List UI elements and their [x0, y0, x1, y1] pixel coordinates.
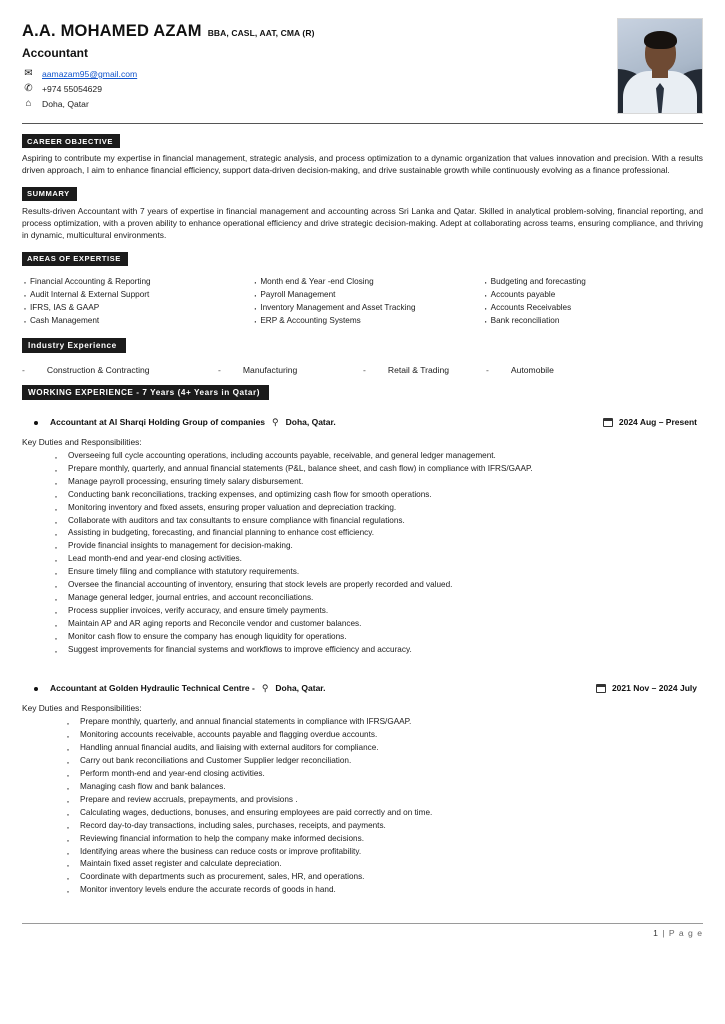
industry-list: [22, 365, 703, 375]
duty-item: · Record day-to-day transactions, including sales, purchases, receipts, and payments.: [22, 820, 703, 833]
contact-email: [22, 69, 315, 79]
photo-hair: [644, 31, 677, 49]
duty-item: · Calculating wages, deductions, bonuses, and ensuring employees are paid correctly and on time.: [22, 807, 703, 820]
duty-item: · Prepare and review accruals, prepayments, and provisions .: [22, 794, 703, 807]
industry-separator: -: [486, 364, 489, 375]
expertise-item: · Budgeting and forecasting: [483, 275, 703, 288]
header-identity: [22, 18, 315, 114]
job-date: 2021 Nov – 2024 July: [611, 683, 697, 694]
phone-icon: ✆: [24, 83, 33, 94]
bullet-icon: [34, 421, 38, 425]
industry-label: Retail & Trading: [387, 364, 450, 375]
location-text: Doha, Qatar: [42, 99, 89, 109]
expertise-grid: [22, 275, 703, 328]
location-pin-icon: ⚲: [261, 682, 269, 693]
industry-separator: -: [218, 364, 221, 375]
job-date-block: [603, 417, 703, 427]
header-divider: [22, 123, 703, 124]
candidate-credentials: BBA, CASL, AAT, CMA (R): [207, 28, 315, 38]
section-header-summary: SUMMARY: [22, 187, 77, 201]
job-header: [22, 417, 703, 428]
bullet-icon: [34, 687, 38, 691]
section-header-working-experience: WORKING EXPERIENCE - 7 Years (4+ Years in Qatar): [22, 385, 269, 400]
calendar-icon: [603, 418, 613, 427]
duties-list: [22, 450, 703, 657]
duty-item: · Process supplier invoices, verify accuracy, and ensure timely payments.: [22, 605, 703, 618]
job-location: Doha, Qatar.: [275, 683, 326, 694]
calendar-icon: [596, 684, 606, 693]
duty-item: · Reviewing financial information to help the company make informed decisions.: [22, 833, 703, 846]
expertise-column-2: [252, 275, 472, 328]
contact-location: [22, 99, 315, 109]
job-location: Doha, Qatar.: [285, 417, 336, 428]
job-title-block: [22, 417, 336, 428]
duty-item: · Manage general ledger, journal entries, and account reconciliations.: [22, 592, 703, 605]
duty-item: · Lead month-end and year-end closing activities.: [22, 553, 703, 566]
expertise-item: · Payroll Management: [252, 288, 472, 301]
industry-item: [218, 365, 363, 375]
name-line: [22, 22, 315, 41]
career-objective-text: Aspiring to contribute my expertise in financial management, strategic analysis, and process optimization to a dynamic organization that values innovation and precision. With a results driven approach, I aim to enhance financial efficiency, support data-driven decision-making, and drive sustainable growth while continuously evolving as a finance professional.: [22, 153, 703, 175]
header: [22, 18, 703, 114]
duty-item: · Managing cash flow and bank balances.: [22, 781, 703, 794]
expertise-item: · Accounts Receivables: [483, 301, 703, 314]
footer-page-label: P a g e: [668, 928, 703, 939]
email-link[interactable]: aamazam95@gmail.com: [42, 69, 138, 79]
duty-item: · Overseeing full cycle accounting operations, including accounts payable, receivable, and general ledger management.: [22, 450, 703, 463]
duties-label: Key Duties and Responsibilities:: [22, 702, 142, 713]
expertise-item: · Bank reconciliation: [483, 314, 703, 327]
duty-item: · Carry out bank reconciliations and Customer Supplier ledger reconciliation.: [22, 755, 703, 768]
duty-item: · Monitor inventory levels endure the accurate records of goods in hand.: [22, 884, 703, 897]
industry-label: Automobile: [510, 364, 554, 375]
duty-item: · Identifying areas where the business can reduce costs or improve profitability.: [22, 846, 703, 859]
job-title: Accountant at Al Sharqi Holding Group of companies: [50, 417, 266, 428]
expertise-item: · Financial Accounting & Reporting: [22, 275, 242, 288]
expertise-item: · IFRS, IAS & GAAP: [22, 301, 242, 314]
duty-item: · Assisting in budgeting, forecasting, and financial planning to enhance cost efficiency.: [22, 527, 703, 540]
contact-list: [22, 69, 315, 109]
expertise-item: · Cash Management: [22, 314, 242, 327]
duty-item: · Monitoring inventory and fixed assets, ensuring proper valuation and depreciation tracking.: [22, 502, 703, 515]
expertise-item: · Accounts payable: [483, 288, 703, 301]
industry-item: [363, 365, 486, 375]
expertise-item: · ERP & Accounting Systems: [252, 314, 472, 327]
duty-item: · Maintain fixed asset register and calculate depreciation.: [22, 858, 703, 871]
industry-separator: -: [363, 364, 366, 375]
job-title: Accountant at Golden Hydraulic Technical Centre -: [50, 683, 255, 694]
industry-separator: -: [22, 364, 25, 375]
expertise-column-3: [483, 275, 703, 328]
duty-item: · Monitoring accounts receivable, accounts payable and flagging overdue accounts.: [22, 729, 703, 742]
candidate-name: A.A. MOHAMED AZAM: [22, 22, 202, 40]
section-header-career-objective: CAREER OBJECTIVE: [22, 134, 120, 148]
duty-item: · Suggest improvements for financial systems and workflows to improve efficiency and accuracy.: [22, 644, 703, 657]
expertise-column-1: [22, 275, 242, 328]
industry-item: [22, 365, 218, 375]
phone-text: +974 55054629: [42, 84, 102, 94]
expertise-item: · Audit Internal & External Support: [22, 288, 242, 301]
duty-item: · Prepare monthly, quarterly, and annual financial statements in compliance with IFRS/GAAP.: [22, 716, 703, 729]
section-header-industry: Industry Experience: [22, 338, 126, 353]
footer-page-number: 1: [653, 928, 659, 939]
duty-item: · Prepare monthly, quarterly, and annual financial statements (P&L, balance sheet, and cash flow) in compliance with IFRS/GAAP.: [22, 463, 703, 476]
section-header-expertise: AREAS OF EXPERTISE: [22, 252, 128, 266]
expertise-item: · Inventory Management and Asset Tracking: [252, 301, 472, 314]
duties-label: Key Duties and Responsibilities:: [22, 436, 142, 447]
duty-item: · Coordinate with departments such as procurement, sales, HR, and operations.: [22, 871, 703, 884]
duty-item: · Conducting bank reconciliations, tracking expenses, and optimizing cash flow for smooth operations.: [22, 489, 703, 502]
expertise-item: · Month end & Year -end Closing: [252, 275, 472, 288]
candidate-job-title: Accountant: [22, 46, 88, 60]
contact-phone: [22, 84, 315, 94]
location-pin-icon: ⌂: [25, 98, 32, 109]
profile-photo: [617, 18, 703, 114]
job-date-block: [596, 683, 703, 693]
footer-separator: |: [662, 928, 666, 939]
summary-text: Results-driven Accountant with 7 years of expertise in financial management and accounting across Sri Lanka and Qatar. Skilled in analytical problem-solving, financial reporting, and process optimization, with a proven ability to enhance operational efficiency and drive strategic decision-making. Adept at collaborating across teams, ensuring compliance, and thriving in dynamic, multicultural environments.: [22, 205, 703, 240]
industry-label: Manufacturing: [242, 364, 298, 375]
duties-list: [22, 716, 703, 897]
duty-item: · Perform month-end and year-end closing activities.: [22, 768, 703, 781]
page-footer: [22, 923, 703, 938]
industry-item: [486, 365, 554, 375]
duty-item: · Handling annual financial audits, and liaising with external auditors for compliance.: [22, 742, 703, 755]
duty-item: · Provide financial insights to management for decision-making.: [22, 540, 703, 553]
duty-item: · Oversee the financial accounting of inventory, ensuring that stock levels are properly recorded and valued.: [22, 579, 703, 592]
job-title-block: [22, 683, 326, 694]
envelope-icon: ✉: [24, 68, 33, 79]
duty-item: · Collaborate with auditors and tax consultants to ensure compliance with financial regulations.: [22, 515, 703, 528]
job-header: [22, 683, 703, 694]
job-date: 2024 Aug – Present: [618, 417, 697, 428]
industry-label: Construction & Contracting: [46, 364, 150, 375]
duty-item: · Maintain AP and AR aging reports and Reconcile vendor and customer balances.: [22, 618, 703, 631]
duty-item: · Monitor cash flow to ensure the company has enough liquidity for operations.: [22, 631, 703, 644]
location-pin-icon: ⚲: [272, 416, 279, 427]
duty-item: · Ensure timely filing and compliance with statutory requirements.: [22, 566, 703, 579]
duty-item: · Manage payroll processing, ensuring timely salary disbursement.: [22, 476, 703, 489]
